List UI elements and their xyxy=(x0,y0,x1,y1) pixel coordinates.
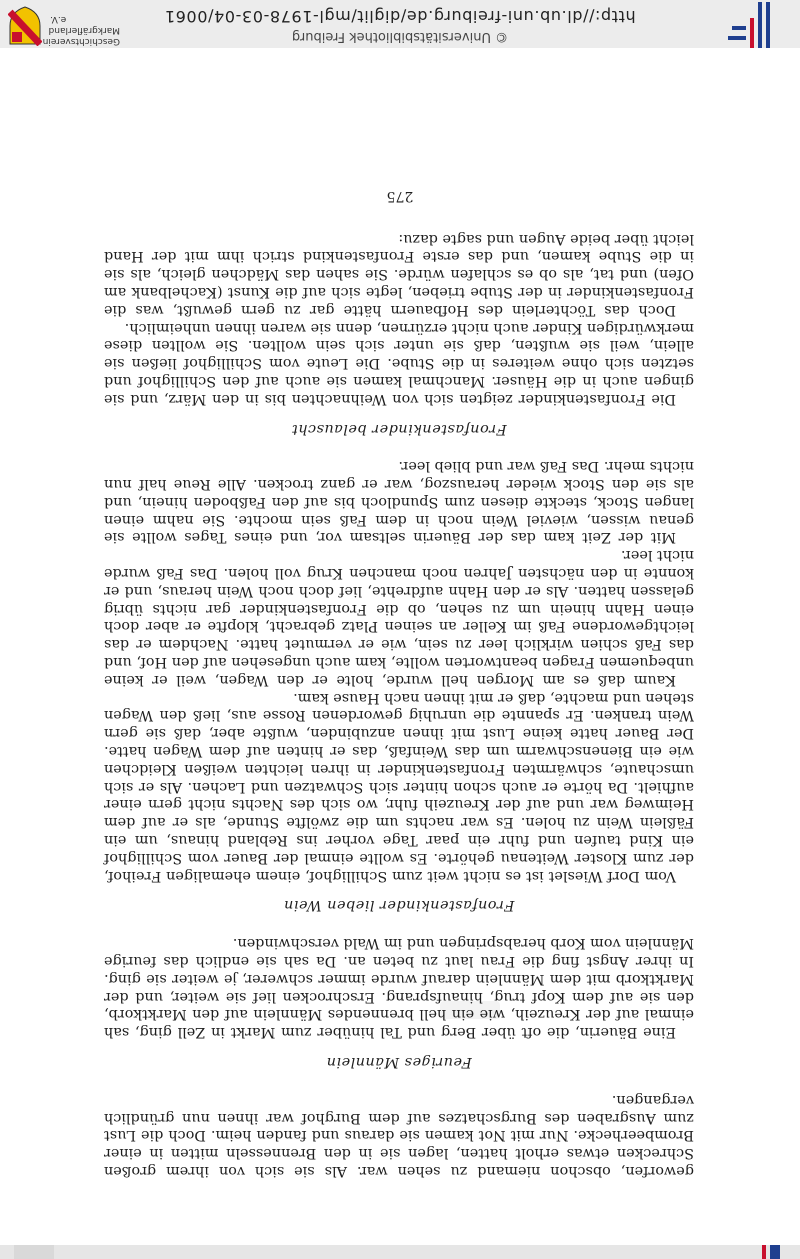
crest-icon xyxy=(8,6,42,46)
top-band xyxy=(0,1245,800,1259)
paragraph: Vom Dorf Wieslet ist es nicht weit zum Schillighof, einem ehemaligen Freihof, der zum Kloster Weitenau gehörte. Es wollte einmal der Bauer vom Schillighof ein Kind taufen und fuhr ein paar Tage vorher ins Rebland hinaus, um ein Fäßlein Wein zu holen. Es war nachts um die zwölfte Stunde, als er auf dem Heimweg war und auf der Kreuzeih fuhr, wo sich des Nachts nicht gern einer aufhielt. Da hörte er auch schon hinter sich Schwatzen und Lachen. Als er sich umschaute, schwärmten Fronfastenkinder in ihren leichten weißen Kleidchen wie ein Bienenschwarm um das Weinfaß, das er hinten auf dem Wagen hatte. Der Bauer hatte keine Lust mit ihnen anzubinden, wußte aber, daß sie gern Wein tranken. Er spannte die unruhig gewordenen Rosse aus, ließ den Wagen stehen und machte, daß er mit ihnen nach Hause kam. xyxy=(104,689,694,884)
top-logo-mark-red xyxy=(762,1245,766,1259)
section-title: Feuriges Männlein xyxy=(326,1054,472,1071)
copyright-text: © Universitätsbibliothek Freiburg xyxy=(291,29,509,44)
page-text xyxy=(104,229,694,1179)
paragraph: Doch das Töchterlein des Hofbauern hätte gar zu gern gewußt, was die Fronfastenkinder in der Stube trieben, legte sich auf die Kunst (Kachelbank am Ofen) und tat, als ob es schlafen würde. Sie sahen das Mädchen gleich, als sie in die Stube kamen, und das erste Fronfastenkind strich ihm mit der Hand leicht über beide Augen und sagte dazu: xyxy=(104,230,694,318)
paragraph: geworfen, obschon niemand zu sehen war. Als sie sich von ihrem großen Schrecken etwas erholt hatten, lagen sie in den Brennesseln mitten in einer Brombeerhecke. Nur mit Not kamen sie daraus und fanden heim. Doch die Lust zum Ausgraben des Burgschatzes auf dem Burghof war ihnen nun gründlich vergangen. xyxy=(104,1091,694,1179)
top-logo-mark xyxy=(770,1245,780,1259)
section-title: Fronfastenkinder lieben Wein xyxy=(283,897,515,914)
footer xyxy=(0,0,800,48)
section-title: Fronfastenkinder belauscht xyxy=(291,420,507,437)
paragraph: Die Fronfastenkinder zeigten sich von Weihnachten bis in den März, und sie gingen auch in die Häuser. Manchmal kamen sie auch auf den Schillighof und setzten sich ohne weiteres in die Stube. Die Leute vom Schillighof ließen sie allein, weil sie wußten, daß sie unter sich sein wollten. Sie wollten diese merkwürdigen Kinder auch nicht erzürnen, denn sie waren ihnen unheimlich. xyxy=(104,319,694,407)
paragraph: Eine Bäuerin, die oft über Berg und Tal hinüber zum Markt in Zell ging, sah einmal auf der Kreuzeih, wie ein hell brennendes Männlein auf den Marktkorb, den sie auf dem Kopf trug, hinaufsprang. Erschrocken lief sie weiter, und der Marktkorb mit dem Männlein darauf wurde immer schwerer, je weiter sie ging. In ihrer Angst fing die Frau laut zu beten an. Da sah sie endlich das feurige Männlein vom Korb herabspringen und im Wald verschwinden. xyxy=(104,935,694,1041)
page-number: 275 xyxy=(386,188,414,204)
paragraph: Kaum daß es am Morgen hell wurde, holte er den Wagen, weil er keine unbequemen Fragen beantworten wollte, kam auch ungesehen auf den Hof, und das Faß schien wirklich leer zu sein, wie er vermutet hatte. Nachdem er das leichtgewordene Faß im Keller an seinen Platz gebracht, klopfte er aber doch einen Hahn hinein um zu sehen, ob die Fronfastenkinder gar nichts übrig gelassen hatten. Als er den Hahn aufdrehte, lief doch noch Wein heraus, und er konnte in den nächsten Jahren noch manchen Krug voll holen. Das Faß wurde nicht leer. xyxy=(104,547,694,688)
paragraph: Mit der Zeit kam das der Bäuerin seltsam vor, und eines Tages wollte sie genau wissen, wieviel Wein noch in dem Faß sein mochte. Sie nahm einen langen Stock, steckte diesen zum Spundloch bis auf den Faßboden hinein, und als sie den Stock wieder herauszog, war er ganz trocken. Alle Reue half nun nichts mehr. Das Faß war und blieb leer. xyxy=(104,458,694,546)
society-name: Geschichtsverein Markgräflerland e.V. xyxy=(42,14,120,46)
top-crest-mark xyxy=(14,1245,54,1259)
source-url[interactable]: http://dl.ub.uni-freiburg.de/diglit/mgl-1978-03-04/0061 xyxy=(164,7,636,26)
